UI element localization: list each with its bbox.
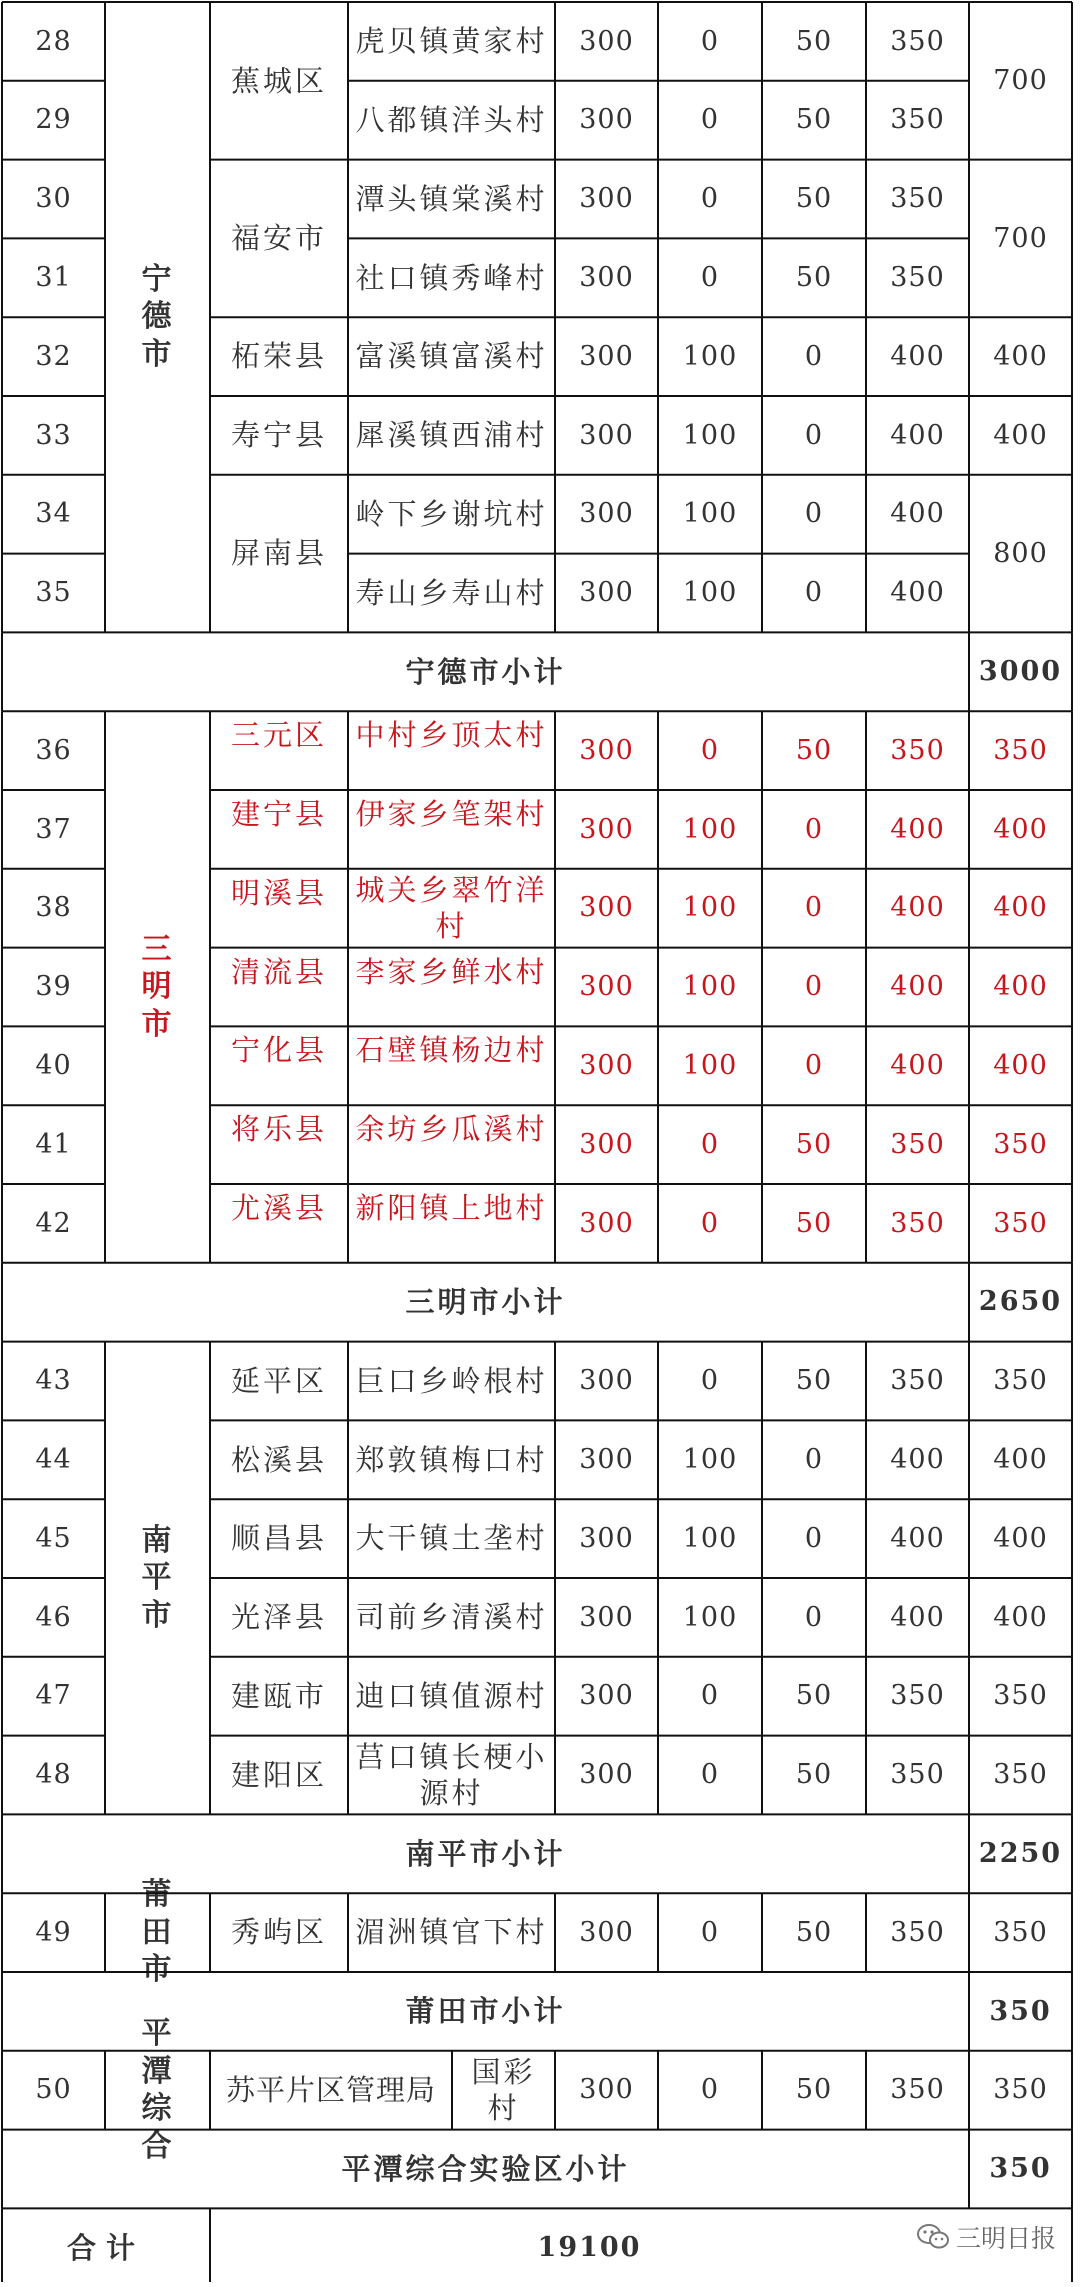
- value-cell: 300: [579, 1522, 634, 1554]
- value-cell: 400: [890, 971, 945, 1003]
- value-cell: 300: [579, 734, 634, 766]
- village-name: 潭头镇棠溪村: [355, 181, 548, 216]
- value-cell: 300: [579, 1049, 634, 1081]
- village-name: 城关乡翠竹洋村: [355, 872, 548, 944]
- value-cell: 0: [804, 577, 824, 609]
- village-name: 莒口镇长梗小源村: [355, 1739, 548, 1810]
- value-cell: 350: [890, 734, 945, 766]
- value-cell: 300: [579, 1207, 634, 1239]
- county-name: 明溪县: [230, 875, 327, 910]
- value-cell: 300: [579, 340, 634, 372]
- value-cell: 0: [804, 498, 824, 530]
- value-cell: 400: [890, 577, 945, 609]
- county-name: 三元区: [230, 718, 327, 753]
- village-name: 新阳镇上地村: [355, 1191, 548, 1225]
- county-name: 苏平片区管理局: [225, 2073, 436, 2108]
- value-cell: 300: [579, 1680, 634, 1712]
- row-number: 40: [35, 1049, 72, 1081]
- county-name: 福安市: [230, 221, 327, 256]
- row-number: 36: [35, 734, 72, 766]
- value-cell: 0: [804, 1601, 824, 1633]
- value-cell: 0: [700, 1759, 720, 1791]
- row-number: 38: [35, 892, 72, 924]
- value-cell: 300: [579, 183, 634, 215]
- value-cell: 0: [804, 1443, 824, 1475]
- county-subtotal: 400: [993, 1049, 1048, 1081]
- county-subtotal: 800: [993, 537, 1048, 569]
- value-cell: 0: [804, 340, 824, 372]
- value-cell: 50: [795, 261, 833, 293]
- county-subtotal: 350: [993, 1759, 1048, 1791]
- county-subtotal: 400: [993, 1522, 1048, 1554]
- value-cell: 300: [579, 892, 634, 924]
- county-name: 秀屿区: [230, 1915, 327, 1950]
- row-number: 45: [35, 1522, 72, 1554]
- row-number: 41: [35, 1128, 72, 1160]
- value-cell: 0: [700, 1680, 720, 1712]
- village-name: 社口镇秀峰村: [355, 260, 548, 295]
- value-cell: 0: [804, 892, 824, 924]
- value-cell: 100: [682, 498, 738, 530]
- value-cell: 0: [804, 419, 824, 451]
- city-subtotal-label: 南平市小计: [405, 1836, 566, 1871]
- village-name: 中村乡顶太村: [355, 718, 548, 753]
- value-cell: 100: [682, 813, 738, 845]
- watermark-text: 三明日报: [955, 2224, 1056, 2253]
- value-cell: 50: [795, 25, 833, 57]
- city-label: 南平市: [141, 1522, 174, 1633]
- value-cell: 350: [890, 183, 945, 215]
- value-cell: 300: [579, 1601, 634, 1633]
- row-number: 37: [35, 813, 72, 845]
- value-cell: 50: [795, 1680, 833, 1712]
- value-cell: 100: [682, 419, 738, 451]
- value-cell: 50: [795, 1759, 833, 1791]
- value-cell: 0: [700, 1207, 720, 1239]
- value-cell: 0: [700, 25, 720, 57]
- city-subtotal-label: 平潭综合实验区小计: [341, 2151, 630, 2186]
- city-subtotal-value: 2650: [978, 1286, 1063, 1318]
- value-cell: 350: [890, 1128, 945, 1160]
- value-cell: 300: [579, 971, 634, 1003]
- county-subtotal: 400: [993, 1443, 1048, 1475]
- value-cell: 0: [700, 183, 720, 215]
- row-number: 48: [35, 1759, 72, 1791]
- row-number: 50: [35, 2074, 72, 2106]
- county-name: 寿宁县: [230, 418, 327, 453]
- value-cell: 300: [579, 261, 634, 293]
- value-cell: 400: [890, 498, 945, 530]
- county-subtotal: 350: [993, 1365, 1048, 1397]
- county-subtotal: 400: [993, 340, 1048, 372]
- watermark: [916, 2219, 1056, 2255]
- county-name: 将乐县: [230, 1112, 327, 1147]
- value-cell: 300: [579, 498, 634, 530]
- row-number: 29: [35, 104, 72, 136]
- city-label: 莆田市: [141, 1877, 174, 1988]
- value-cell: 0: [700, 734, 720, 766]
- value-cell: 50: [795, 104, 833, 136]
- value-cell: 350: [890, 1365, 945, 1397]
- county-name: 尤溪县: [230, 1191, 327, 1225]
- county-name: 建瓯市: [230, 1679, 327, 1714]
- value-cell: 400: [890, 1522, 945, 1554]
- village-name: 犀溪镇西浦村: [355, 418, 548, 453]
- total-label: 合计: [66, 2230, 145, 2265]
- county-name: 宁化县: [230, 1033, 327, 1068]
- city-subtotal-value: 350: [989, 2153, 1052, 2185]
- county-name: 屏南县: [230, 536, 327, 571]
- city-label: 宁德市: [141, 261, 174, 372]
- city-label: 平潭综合: [141, 2016, 174, 2164]
- value-cell: 0: [700, 104, 720, 136]
- value-cell: 300: [579, 813, 634, 845]
- county-subtotal: 400: [993, 419, 1048, 451]
- county-name: 松溪县: [230, 1442, 327, 1477]
- county-name: 顺昌县: [230, 1521, 327, 1556]
- county-subtotal: 350: [993, 2074, 1048, 2106]
- city-subtotal-label: 宁德市小计: [405, 654, 566, 689]
- village-name: 郑敦镇梅口村: [355, 1442, 548, 1477]
- value-cell: 0: [700, 1916, 720, 1948]
- county-subtotal: 350: [993, 734, 1048, 766]
- value-cell: 50: [795, 1128, 833, 1160]
- value-cell: 350: [890, 25, 945, 57]
- value-cell: 100: [682, 1049, 738, 1081]
- village-name: 国彩村: [471, 2054, 536, 2126]
- row-number: 39: [35, 971, 72, 1003]
- value-cell: 0: [804, 1049, 824, 1081]
- village-name: 巨口乡岭根村: [355, 1363, 548, 1398]
- value-cell: 100: [682, 340, 738, 372]
- value-cell: 300: [579, 577, 634, 609]
- value-cell: 0: [804, 1522, 824, 1554]
- county-name: 建宁县: [230, 797, 327, 831]
- village-name: 虎贝镇黄家村: [355, 24, 548, 59]
- value-cell: 0: [700, 1128, 720, 1160]
- row-number: 46: [35, 1601, 72, 1633]
- value-cell: 350: [890, 1759, 945, 1791]
- city-subtotal-value: 3000: [978, 655, 1063, 687]
- total-value: 19100: [537, 2231, 642, 2263]
- value-cell: 300: [579, 1759, 634, 1791]
- value-cell: 100: [682, 577, 738, 609]
- city-subtotal-value: 350: [989, 1995, 1052, 2027]
- value-cell: 0: [700, 261, 720, 293]
- value-cell: 50: [795, 2074, 833, 2106]
- city-label: 三明市: [141, 931, 174, 1042]
- value-cell: 300: [579, 1916, 634, 1948]
- village-name: 余坊乡瓜溪村: [355, 1112, 548, 1147]
- county-name: 延平区: [230, 1363, 327, 1398]
- value-cell: 400: [890, 1049, 945, 1081]
- row-number: 33: [35, 419, 72, 451]
- value-cell: 300: [579, 25, 634, 57]
- village-name: 司前乡清溪村: [355, 1600, 548, 1635]
- village-name: 岭下乡谢坑村: [355, 497, 548, 532]
- county-name: 建阳区: [230, 1757, 327, 1792]
- value-cell: 0: [700, 2074, 720, 2106]
- value-cell: 350: [890, 104, 945, 136]
- value-cell: 350: [890, 261, 945, 293]
- row-number: 47: [35, 1680, 72, 1712]
- value-cell: 350: [890, 2074, 945, 2106]
- value-cell: 400: [890, 813, 945, 845]
- value-cell: 50: [795, 1207, 833, 1239]
- city-subtotal-label: 三明市小计: [405, 1285, 566, 1320]
- county-subtotal: 350: [993, 1916, 1048, 1948]
- value-cell: 400: [890, 1443, 945, 1475]
- value-cell: 300: [579, 2074, 634, 2106]
- value-cell: 100: [682, 1443, 738, 1475]
- value-cell: 0: [700, 1365, 720, 1397]
- row-number: 49: [35, 1916, 72, 1948]
- village-name: 富溪镇富溪村: [355, 339, 548, 374]
- value-cell: 400: [890, 892, 945, 924]
- county-name: 蕉城区: [230, 63, 327, 98]
- row-number: 42: [35, 1207, 72, 1239]
- value-cell: 300: [579, 1443, 634, 1475]
- village-name: 石壁镇杨边村: [355, 1033, 548, 1068]
- county-subtotal: 700: [993, 64, 1048, 96]
- village-name: 湄洲镇官下村: [355, 1915, 548, 1950]
- city-subtotal-value: 2250: [978, 1837, 1063, 1869]
- value-cell: 0: [804, 813, 824, 845]
- village-name: 伊家乡笔架村: [355, 797, 548, 831]
- county-subtotal: 400: [993, 1601, 1048, 1633]
- value-cell: 100: [682, 892, 738, 924]
- row-number: 35: [35, 577, 72, 609]
- value-cell: 400: [890, 1601, 945, 1633]
- county-name: 清流县: [230, 954, 327, 989]
- village-name: 迪口镇值源村: [355, 1679, 548, 1714]
- value-cell: 0: [804, 971, 824, 1003]
- row-number: 31: [35, 261, 72, 293]
- county-subtotal: 400: [993, 971, 1048, 1003]
- value-cell: 300: [579, 419, 634, 451]
- county-subtotal: 350: [993, 1207, 1048, 1239]
- row-number: 28: [35, 25, 72, 57]
- value-cell: 100: [682, 1601, 738, 1633]
- value-cell: 300: [579, 1128, 634, 1160]
- value-cell: 100: [682, 1522, 738, 1554]
- row-number: 30: [35, 183, 72, 215]
- city-subtotal-label: 莆田市小计: [405, 1994, 566, 2029]
- value-cell: 350: [890, 1916, 945, 1948]
- value-cell: 50: [795, 183, 833, 215]
- county-name: 柘荣县: [230, 339, 327, 374]
- county-subtotal: 400: [993, 813, 1048, 845]
- value-cell: 400: [890, 419, 945, 451]
- village-name: 大干镇土垄村: [355, 1521, 548, 1556]
- county-subtotal: 400: [993, 892, 1048, 924]
- row-number: 44: [35, 1443, 72, 1475]
- county-subtotal: 700: [993, 222, 1048, 254]
- value-cell: 50: [795, 734, 833, 766]
- county-subtotal: 350: [993, 1680, 1048, 1712]
- row-number: 43: [35, 1365, 72, 1397]
- village-name: 八都镇洋头村: [355, 103, 548, 138]
- county-name: 光泽县: [230, 1600, 327, 1635]
- wechat-icon: [916, 2223, 950, 2251]
- value-cell: 50: [795, 1916, 833, 1948]
- value-cell: 300: [579, 1365, 634, 1397]
- village-name: 李家乡鲜水村: [355, 954, 548, 989]
- value-cell: 100: [682, 971, 738, 1003]
- row-number: 32: [35, 340, 72, 372]
- value-cell: 400: [890, 340, 945, 372]
- value-cell: 50: [795, 1365, 833, 1397]
- village-name: 寿山乡寿山村: [355, 575, 548, 610]
- value-cell: 300: [579, 104, 634, 136]
- row-number: 34: [35, 498, 72, 530]
- value-cell: 350: [890, 1207, 945, 1239]
- county-subtotal: 350: [993, 1128, 1048, 1160]
- value-cell: 350: [890, 1680, 945, 1712]
